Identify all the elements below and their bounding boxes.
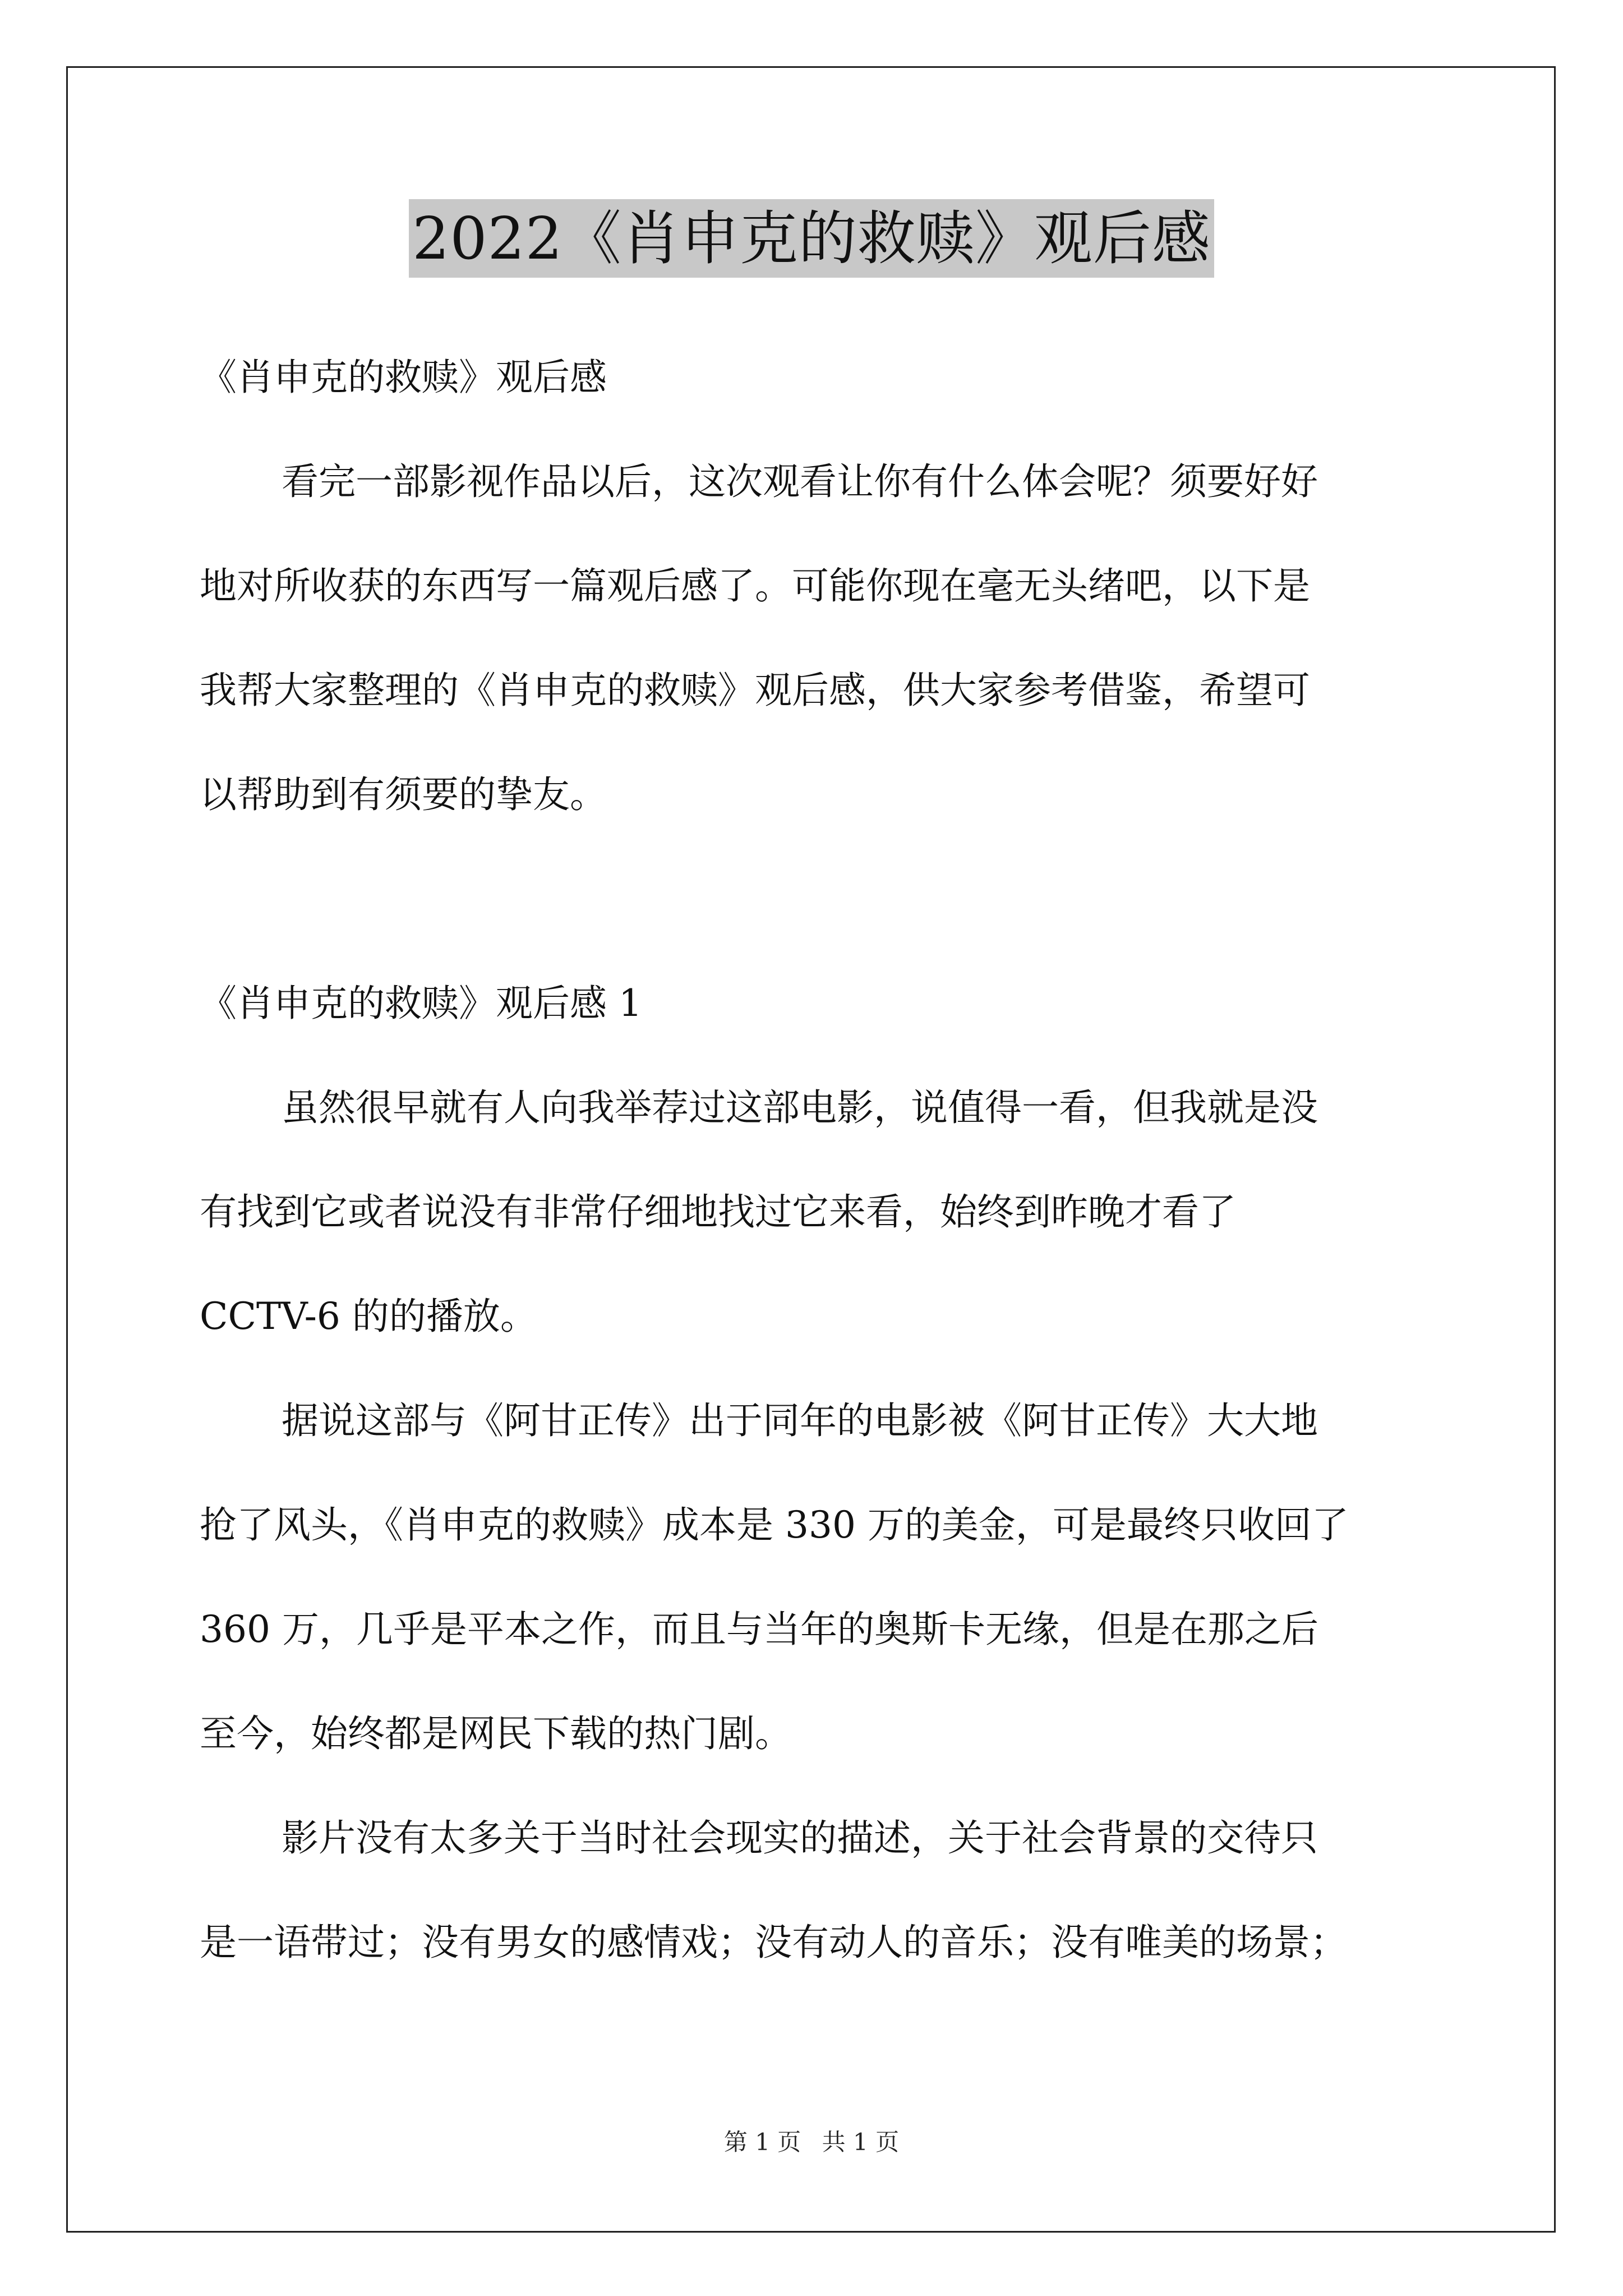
intro-heading: 《肖申克的救赎》观后感	[200, 356, 607, 399]
paragraph-line: 看完一部影视作品以后，这次观看让你有什么体会呢？须要好好	[282, 460, 1318, 503]
section-heading: 《肖申克的救赎》观后感 1	[200, 982, 642, 1025]
page-total: 共 1 页	[822, 2128, 900, 2156]
paragraph-line: CCTV-6 的的播放。	[200, 1295, 537, 1338]
page-number: 第 1 页	[723, 2128, 801, 2156]
paragraph-line: 以帮助到有须要的挚友。	[200, 773, 607, 816]
paragraph-line: 虽然很早就有人向我举荐过这部电影，说值得一看，但我就是没	[282, 1086, 1318, 1129]
paragraph-line: 360 万，几乎是平本之作，而且与当年的奥斯卡无缘，但是在那之后	[200, 1608, 1318, 1651]
document-body	[200, 341, 1433, 2010]
document-title: 2022《肖申克的救赎》观后感	[409, 199, 1214, 278]
paragraph-line: 地对所收获的东西写一篇观后感了。可能你现在毫无头绪吧，以下是	[200, 564, 1310, 608]
paragraph-line: 我帮大家整理的《肖申克的救赎》观后感，供大家参考借鉴，希望可	[200, 669, 1310, 712]
paragraph-line: 据说这部与《阿甘正传》出于同年的电影被《阿甘正传》大大地	[282, 1399, 1318, 1442]
paragraph-line: 影片没有太多关于当时社会现实的描述，关于社会背景的交待只	[282, 1816, 1318, 1860]
paragraph-line: 有找到它或者说没有非常仔细地找过它来看，始终到昨晚才看了	[200, 1190, 1236, 1234]
title-container	[0, 199, 1623, 278]
page-footer	[0, 2124, 1623, 2157]
paragraph-line: 至今，始终都是网民下载的热门剧。	[200, 1712, 792, 1755]
paragraph-line: 抢了风头，《肖申克的救赎》成本是 330 万的美金，可是最终只收回了	[200, 1503, 1349, 1547]
blank-line	[200, 863, 1433, 967]
paragraph-line: 是一语带过；没有男女的感情戏；没有动人的音乐；没有唯美的场景；	[200, 1921, 1347, 1964]
